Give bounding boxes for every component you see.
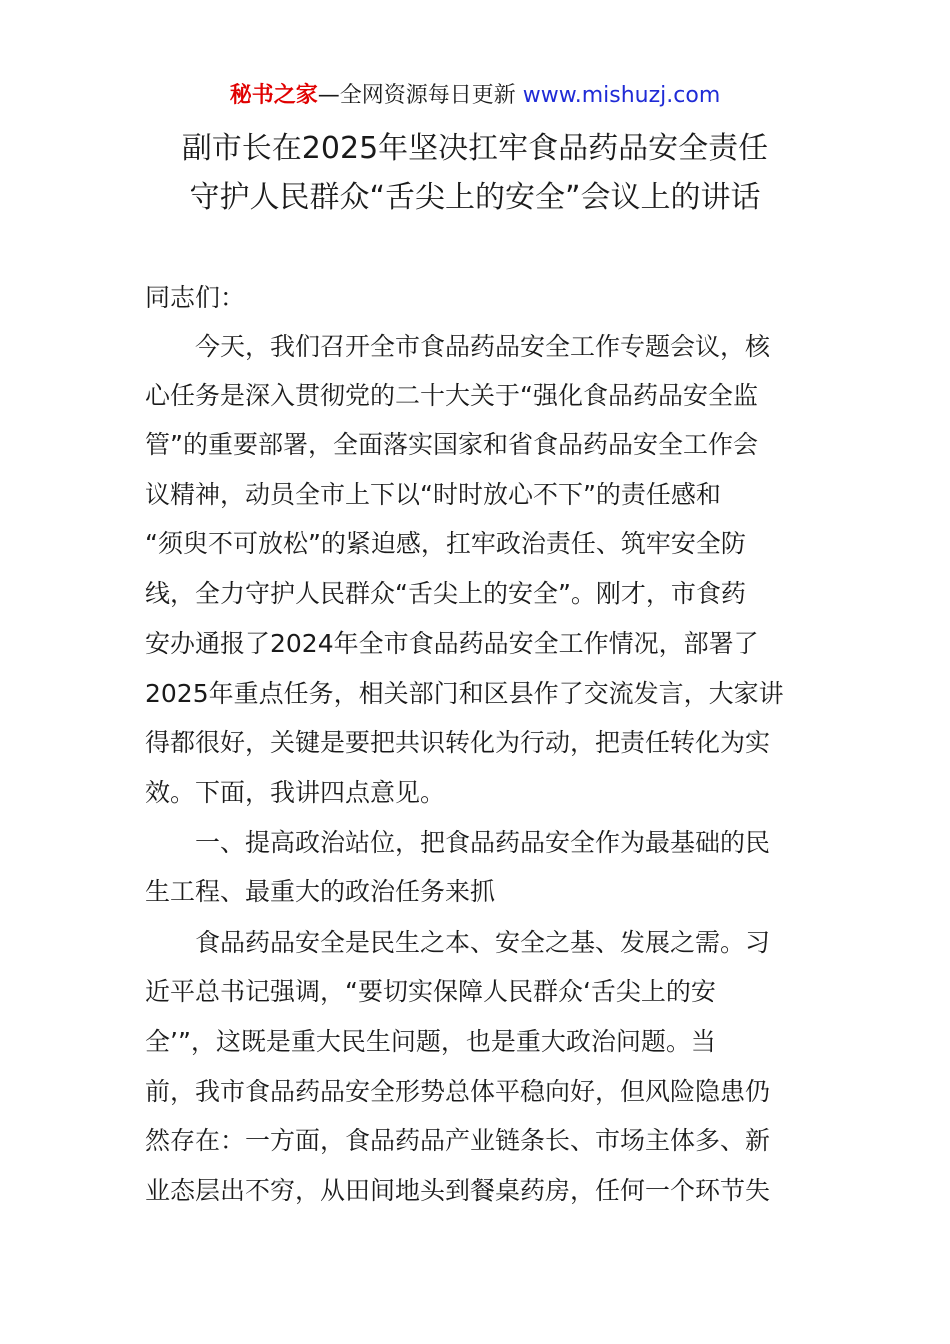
body-line: 全’”，这既是重大民生问题，也是重大政治问题。当 (145, 1027, 716, 1056)
site-brand: 秘书之家 (229, 83, 318, 108)
body-line: 近平总书记强调，“要切实保障人民群众‘舌尖上的安 (145, 977, 716, 1006)
body-line: 线，全力守护人民群众“舌尖上的安全”。刚才，市食药 (145, 579, 746, 608)
body-line: 效。下面，我讲四点意见。 (145, 778, 446, 807)
body-line: 前，我市食品药品安全形势总体平稳向好，但风险隐患仍 (145, 1077, 771, 1106)
body-line: “须臾不可放松”的紧迫感，扛牢政治责任、筑牢安全防 (145, 529, 746, 558)
site-tagline: —全网资源每日更新 (317, 83, 523, 108)
site-url-link[interactable]: www.mishuzj.com (522, 83, 721, 108)
body-line: 安办通报了2024年全市食品药品安全工作情况，部署了 (145, 629, 759, 658)
salutation: 同志们： (145, 283, 246, 312)
body-line: 然存在：一方面，食品药品产业链条长、市场主体多、新 (145, 1126, 771, 1155)
body-line: 食品药品安全是民生之本、安全之基、发展之需。习 (195, 928, 771, 957)
section-heading-line: 一、提高政治站位，把食品药品安全作为最基础的民 (195, 828, 771, 857)
body-line: 今天，我们召开全市食品药品安全工作专题会议，核 (195, 332, 771, 361)
body-line: 心任务是深入贯彻党的二十大关于“强化食品药品安全监 (145, 381, 758, 410)
body-line: 管”的重要部署，全面落实国家和省食品药品安全工作会 (145, 430, 758, 459)
body-line: 得都很好，关键是要把共识转化为行动，把责任转化为实 (145, 728, 771, 757)
site-header (0, 80, 950, 112)
section-heading-line: 生工程、最重大的政治任务来抓 (145, 877, 496, 906)
body-line: 议精神，动员全市上下以“时时放心不下”的责任感和 (145, 480, 721, 509)
body-line: 业态层出不穷，从田间地头到餐桌药房，任何一个环节失 (145, 1176, 771, 1205)
document-title-line-2: 守护人民群众“舌尖上的安全”会议上的讲话 (189, 180, 761, 215)
document-title-line-1: 副市长在2025年坚决扛牢食品药品安全责任 (181, 131, 769, 166)
body-line: 2025年重点任务，相关部门和区县作了交流发言，大家讲 (145, 679, 784, 708)
